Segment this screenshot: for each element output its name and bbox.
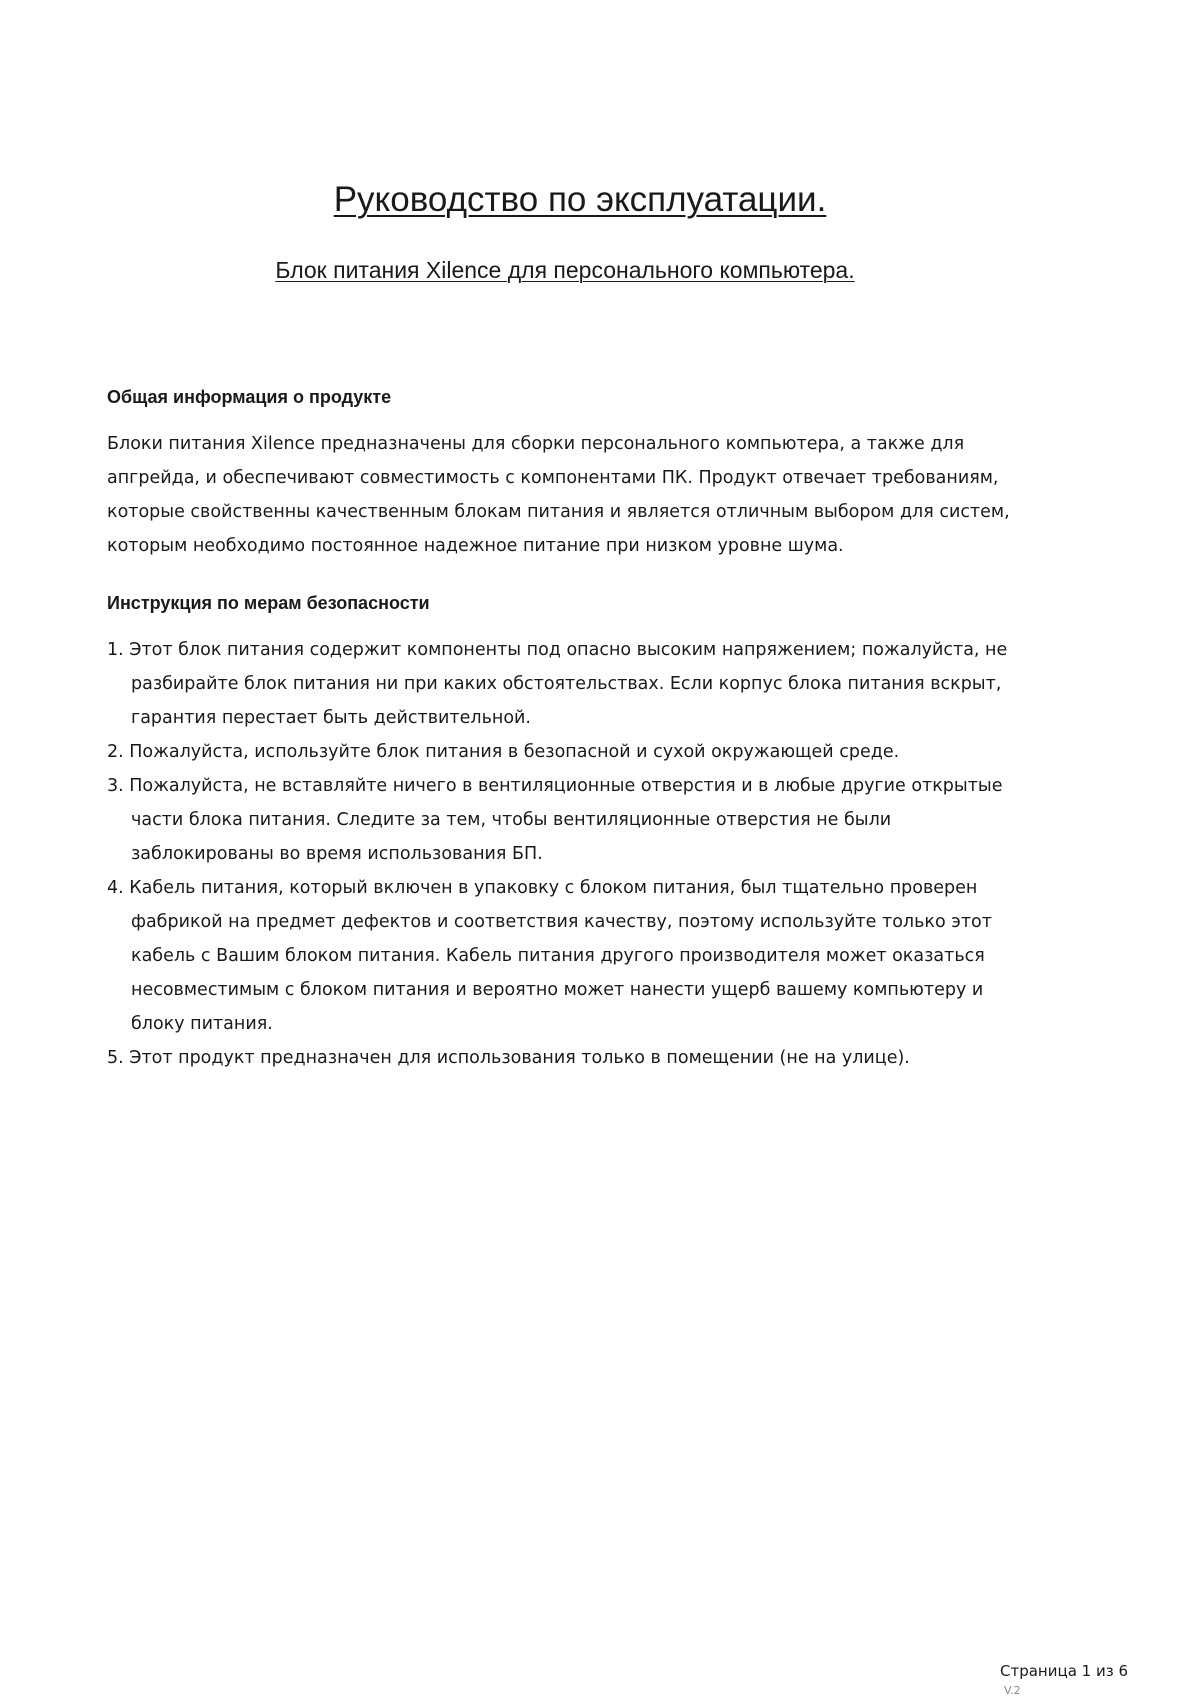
document-title (0, 178, 1160, 222)
document-subtitle-text: Блок питания Xilence для персонального компьютера. (275, 257, 855, 283)
safety-item: 1. Этот блок питания содержит компоненты под опасно высоким напряжением; пожалуйста, не разбирайте блок питания ни при каких обстоятельствах. Если корпус блока питания вскрыт, гарантия перестает быть действительной. (107, 640, 1008, 728)
safety-list (107, 633, 1022, 1075)
safety-heading: Инструкция по мерам безопасности (107, 593, 430, 613)
general-info-heading: Общая информация о продукте (107, 387, 392, 407)
general-info-paragraph: Блоки питания Xilence предназначены для сборки персонального компьютера, а также для апгрейда, и обеспечивают совместимость с компонентами ПК. Продукт отвечает требованиям, которые свойственны качественным блокам питания и является отличным выбором для систем, которым необходимо постоянное надежное питание при низком уровне шума. (107, 434, 1010, 556)
version-label: V.2 (1004, 1684, 1021, 1697)
document-title-text: Руководство по эксплуатации. (333, 180, 827, 219)
safety-item: 5. Этот продукт предназначен для использования только в помещении (не на улице). (107, 1048, 910, 1068)
document-subtitle (0, 255, 1130, 285)
safety-item: 2. Пожалуйста, используйте блок питания в безопасной и сухой окружающей среде. (107, 742, 900, 762)
safety-item: 4. Кабель питания, который включен в упаковку с блоком питания, был тщательно проверен фабрикой на предмет дефектов и соответствия качеству, поэтому используйте только этот кабель с Вашим блоком питания. Кабель питания другого производителя может оказаться несовместимым с блоком питания и вероятно может нанести ущерб вашему компьютеру и блоку питания. (107, 878, 992, 1034)
safety-item: 3. Пожалуйста, не вставляйте ничего в вентиляционные отверстия и в любые другие открытые части блока питания. Следите за тем, чтобы вентиляционные отверстия не были заблокированы во время использования БП. (107, 776, 1003, 864)
page-number: Страница 1 из 6 (1000, 1662, 1128, 1680)
